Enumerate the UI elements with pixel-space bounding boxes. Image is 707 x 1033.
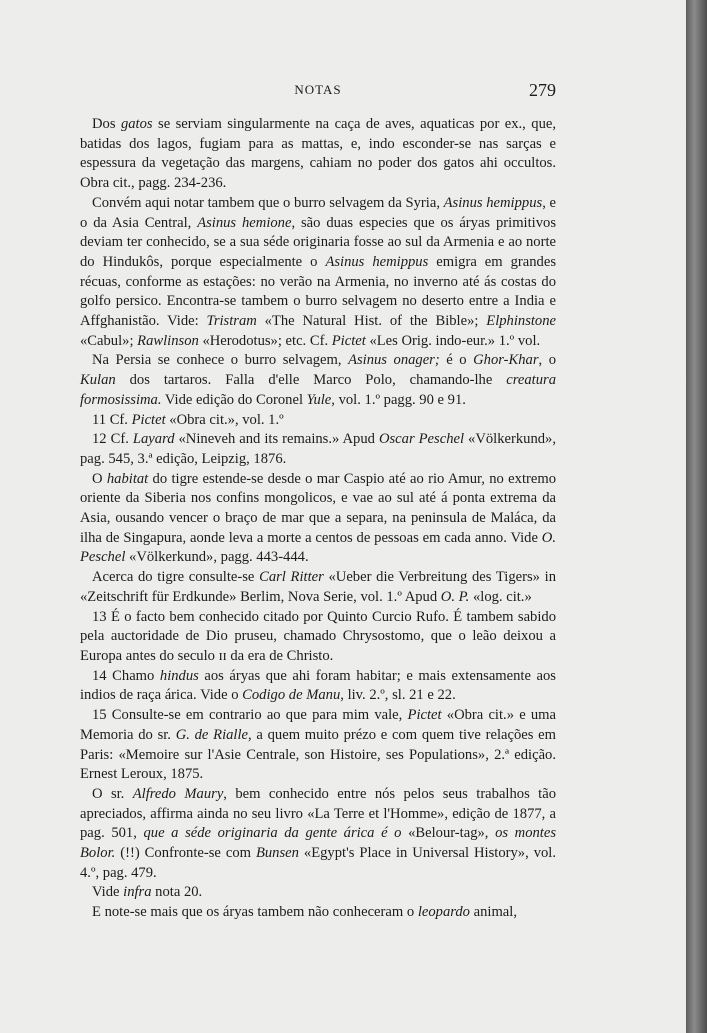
text-run: Vide edição do Coronel [161,391,307,408]
note-paragraph [80,568,556,607]
italic-text: gatos [120,116,153,132]
note-paragraph [80,470,556,569]
text-run: dos tartaros. Falla d'elle Marco Polo, chamando-lhe [115,372,507,389]
italic-text: Asinus hemippus [443,194,543,211]
note-paragraph [80,411,556,431]
text-run: «Egypt's Place in Universal History», vol. 4.º, pag. 479. [80,845,556,881]
text-run: , liv. 2.º, sl. 21 e 22. [340,687,456,704]
text-run: «Nineveh and its remains.» Apud [174,431,379,448]
text-run: do tigre estende-se desde o mar Caspio até ao rio Amur, no extremo oriente da Siberia nos confins mongolicos, e vae ao sul até á ponta extrema da Asia, ousando vencer o braço de mar que a separa, na peninsula de Maláca, da ilha de Singapura, aonde leva a morte a centos de pessoas em cada anno. Vide [80,470,556,546]
text-run: O [92,470,107,487]
text-run: «Völkerkund», pag. 545, 3.ª edição, Leipzig, 1876. [80,431,556,467]
italic-text: Oscar Peschel [378,431,465,448]
page-number: 279 [529,80,556,100]
italic-text: creatura formosissima. [80,372,556,408]
note-paragraph [80,883,556,903]
italic-text: infra [123,884,152,901]
text-run: «Völkerkund», pagg. 443-444. [125,549,309,566]
italic-text: Kulan [80,372,116,389]
text-run: «Belour-tag», [401,825,496,842]
text-run: «Herodotus»; etc. Cf. [198,332,332,349]
italic-text: Carl Ritter [259,569,324,586]
text-run: «log. cit.» [469,588,532,605]
text-run: «Les Orig. indo-eur.» 1.º vol. [365,332,541,349]
text-run: Dos [92,116,121,132]
italic-text: habitat [106,470,149,487]
text-run: é o [439,352,474,369]
text-run: Na Persia se conhece o burro selvagem, [92,352,349,369]
italic-text: Pictet [131,411,166,428]
italic-text: Pictet [407,707,442,724]
text-run: 12 Cf. [92,431,133,448]
text-run: «Obra cit.», vol. 1.º [165,411,284,428]
italic-text: Pictet [331,332,366,349]
text-run: Vide [92,884,124,901]
text-run: se serviam singularmente na caça de aves, aquaticas por ex., que, batidas dos lagos, fugiam para as mattas, e, indo esconder-se nas sarças e espessura da vegetação das margens, cahiam no poder dos gatos ahi occultos. Obra cit., pagg. 234-236. [80,116,556,192]
note-paragraph [80,194,556,352]
text-run: , e o da Asia Central, [80,194,556,231]
italic-text: Rawlinson [137,332,199,349]
note-paragraph [80,351,556,410]
italic-text: os montes Bolor. [80,825,556,862]
text-run: aos áryas que ahi foram habitar; e mais extensamente aos indios de raça árica. Vide o [80,667,556,704]
italic-text: Ghor-Khar [473,352,539,369]
italic-text: Layard [132,431,175,448]
text-run: 13 É o facto bem conhecido citado por Quinto Curcio Rufo. É tambem sabido pela auctoridade de Dio pruseu, chamado Chrysostomo, que o leão deixou a Europa antes do seculo ɪɪ da era de Christo. [80,608,556,664]
header-title: NOTAS [294,82,342,97]
notes-body [80,115,556,923]
text-run: nota 20. [151,884,203,901]
text-run: «Cabul»; [80,332,138,349]
text-run: , o [538,352,556,369]
running-header [80,80,556,104]
italic-text: Elphinstone [486,313,557,330]
text-run: «The Natural Hist. of the Bible»; [256,313,487,330]
text-run: (!!) Confronte-se com [115,845,256,862]
text-run: 15 Consulte-se em contrario ao que para mim vale, [92,707,408,724]
text-run: O sr. [92,785,133,802]
text-run: «Ueber die Verbreitung des Tigers» in «Zeitschrift für Erdkunde» Berlim, Nova Serie, vol. 1.º Apud [80,569,556,605]
note-paragraph [80,785,556,884]
text-run: animal, [469,904,517,921]
text-run: «Obra cit.» e uma Memoria do sr. [80,707,557,743]
italic-text: G. de Rialle [175,726,249,743]
italic-text: Alfredo Maury [132,785,224,802]
italic-text: Asinus hemippus [325,253,429,270]
book-edge [686,0,707,1033]
italic-text: Tristram [206,313,257,330]
italic-text: O. P. [440,588,470,605]
note-paragraph [80,115,556,194]
note-paragraph [80,430,556,469]
text-run: Acerca do tigre consulte-se [92,569,260,586]
text-run: E note-se mais que os áryas tambem não conheceram o [92,904,418,921]
note-paragraph [80,608,556,667]
text-run: , são duas especies que os áryas primitivos deviam ter conhecido, se a sua séde originaria fosse ao sul da Armenia e ao norte do Hindukôs, porque especialmente o [80,214,556,270]
italic-text: Asinus hemione [197,214,292,231]
note-paragraph [80,903,556,923]
italic-text: hindus [159,667,199,684]
note-paragraph [80,706,556,785]
italic-text: O. Peschel [80,529,556,566]
italic-text: Asinus onager; [348,352,440,369]
italic-text: Codigo de Manu [242,687,341,704]
text-run: 14 Chamo [92,667,160,684]
text-run: , bem conhecido entre nós pelos seus trabalhos tão apreciados, affirma ainda no seu livro «La Terre et l'Homme», edição de 1877, a pag. 501, [80,785,556,842]
italic-text: leopardo [417,904,470,921]
text-run: Convém aqui notar tambem que o burro selvagem da Syria, [92,194,444,211]
text-run: 11 Cf. [92,411,132,428]
text-run: , vol. 1.º pagg. 90 e 91. [331,391,466,408]
italic-text: Yule [306,391,332,408]
italic-text: que a séde originaria da gente árica é o [143,825,402,842]
text-run: , a quem muito prézo e com quem tive relações em Paris: «Memoire sur l'Asie Centrale, son Histoire, ses Populations», 2.ª edição. Ernest Leroux, 1875. [80,726,556,783]
note-paragraph [80,667,556,706]
italic-text: Bunsen [255,845,299,862]
text-run: emigra em grandes récuas, conforme as estações: no verão na Armenia, no inverno até ás costas do golfo persico. Encontra-se tambem o burro selvagem no deserto entre a India e Affghanistão. Vide: [80,253,556,330]
